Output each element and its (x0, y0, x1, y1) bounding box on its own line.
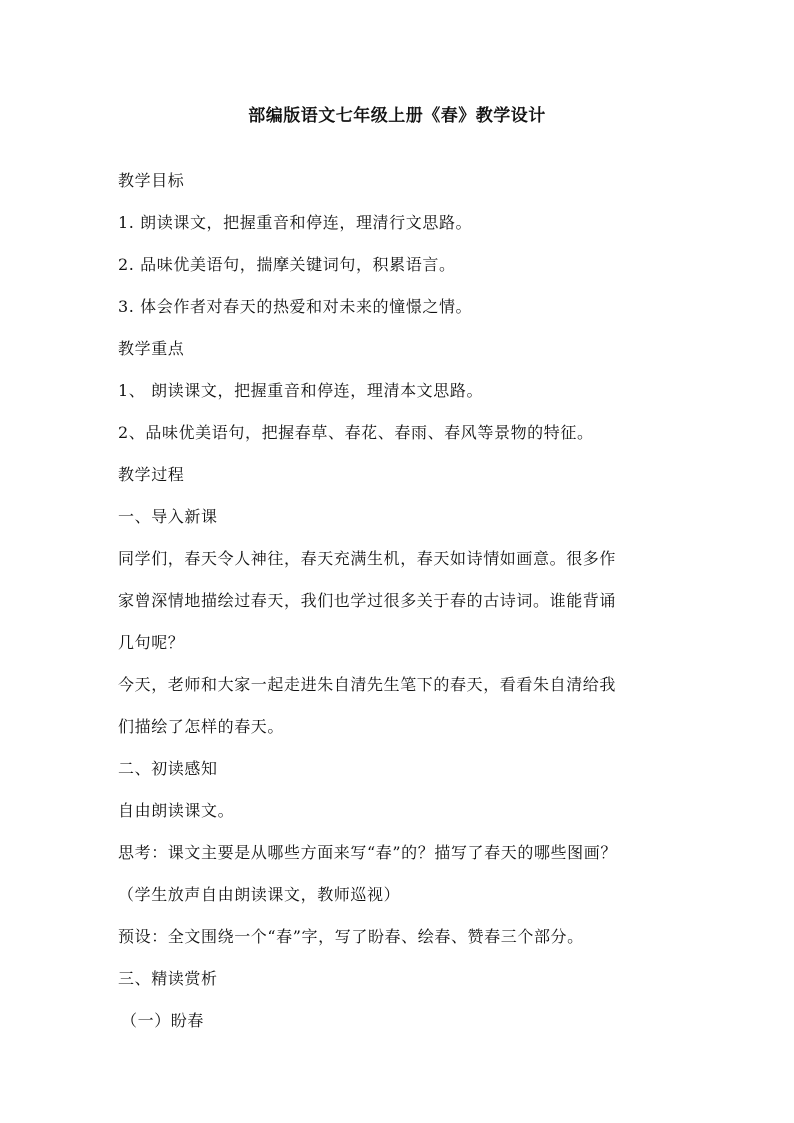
paragraph-line: 思考：课文主要是从哪些方面来写“春”的？描写了春天的哪些图画？ (118, 843, 617, 862)
objective-1: 1. 朗读课文，把握重音和停连，理清行文思路。 (118, 213, 473, 232)
paragraph-line: （学生放声自由朗读课文，教师巡视） (118, 885, 401, 904)
document-title: 部编版语文七年级上册《春》教学设计 (248, 106, 546, 126)
paragraph-line: 们描绘了怎样的春天。 (118, 717, 285, 736)
key-point-1: 1、 朗读课文，把握重音和停连，理清本文思路。 (118, 381, 484, 400)
paragraph-line: 几句呢？ (118, 633, 185, 652)
subheading-looking-forward: （一）盼春 (121, 1011, 205, 1030)
section-heading-process: 教学过程 (118, 465, 185, 484)
paragraph-line: 自由朗读课文。 (118, 801, 235, 820)
paragraph-line: 今天，老师和大家一起走进朱自清先生笔下的春天，看看朱自清给我 (118, 675, 617, 694)
objective-2: 2. 品味优美语句，揣摩关键词句，积累语言。 (118, 255, 456, 274)
subheading-introduction: 一、导入新课 (118, 507, 218, 526)
key-point-2: 2、品味优美语句，把握春草、春花、春雨、春风等景物的特征。 (118, 423, 594, 442)
objective-3: 3. 体会作者对春天的热爱和对未来的憧憬之情。 (118, 297, 473, 316)
section-heading-key-points: 教学重点 (118, 339, 185, 358)
section-heading-objectives: 教学目标 (118, 171, 185, 190)
paragraph-line: 预设：全文围绕一个“春”字，写了盼春、绘春、赞春三个部分。 (118, 927, 584, 946)
subheading-close-reading: 三、精读赏析 (118, 969, 218, 988)
paragraph-line: 同学们，春天令人神往，春天充满生机，春天如诗情如画意。很多作 (118, 549, 617, 568)
subheading-first-reading: 二、初读感知 (118, 759, 218, 778)
paragraph-line: 家曾深情地描绘过春天，我们也学过很多关于春的古诗词。谁能背诵 (118, 591, 617, 610)
